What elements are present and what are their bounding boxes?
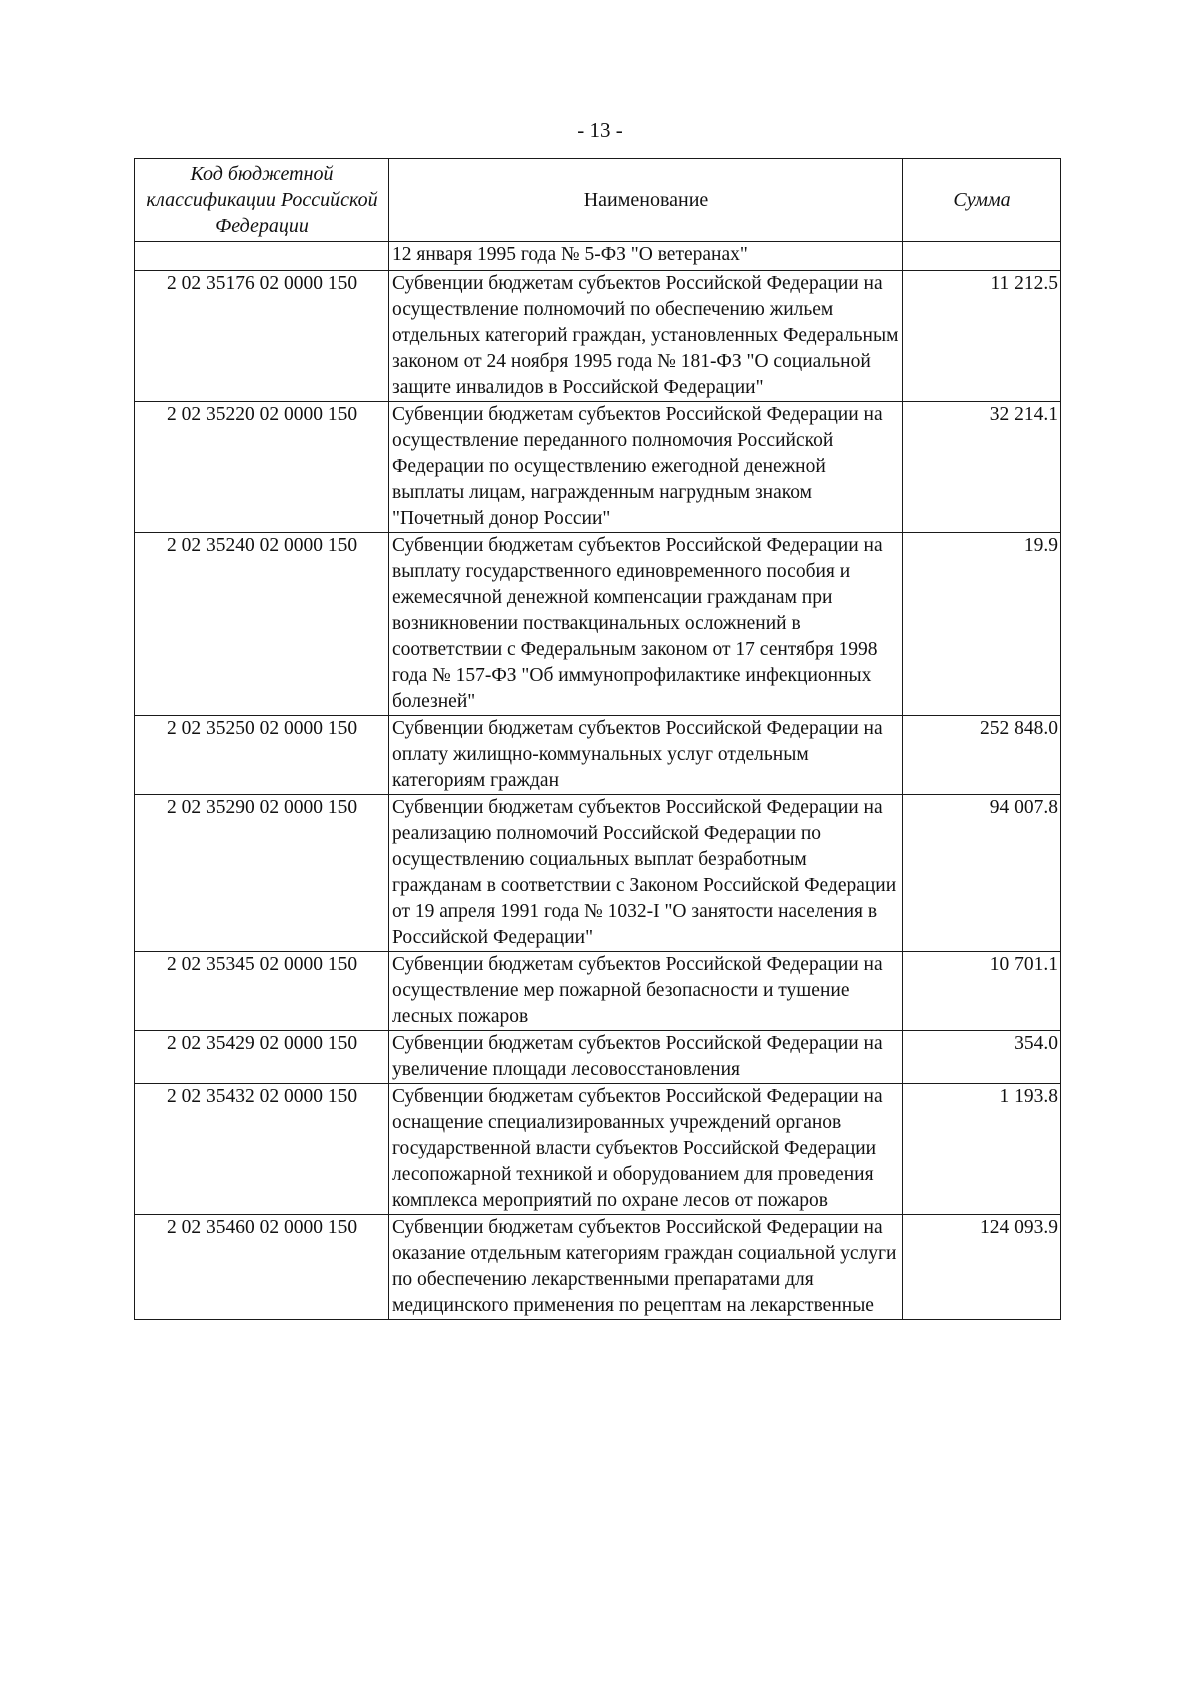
- cell-code: 2 02 35220 02 0000 150: [135, 402, 389, 533]
- table-row: [135, 533, 1061, 716]
- cell-name: Субвенции бюджетам субъектов Российской Федерации на увеличение площади лесовосстановления: [389, 1031, 903, 1084]
- table-row: [135, 952, 1061, 1031]
- cell-code: [135, 242, 389, 271]
- cell-code: 2 02 35429 02 0000 150: [135, 1031, 389, 1084]
- table-row: [135, 1215, 1061, 1320]
- cell-name: Субвенции бюджетам субъектов Российской Федерации на выплату государственного единовременного пособия и ежемесячной денежной компенсации гражданам при возникновении поствакцинальных осложнений в соответствии с Федеральным законом от 17 сентября 1998 года № 157-ФЗ "Об иммунопрофилактике инфекционных болезней": [389, 533, 903, 716]
- cell-name: Субвенции бюджетам субъектов Российской Федерации на оснащение специализированных учреждений органов государственной власти субъектов Российской Федерации лесопожарной техникой и оборудованием для проведения комплекса мероприятий по охране лесов от пожаров: [389, 1084, 903, 1215]
- cell-code: 2 02 35176 02 0000 150: [135, 271, 389, 402]
- table-row: [135, 402, 1061, 533]
- cell-name: Субвенции бюджетам субъектов Российской Федерации на оказание отдельным категориям граждан социальной услуги по обеспечению лекарственными препаратами для медицинского применения по рецептам на лекарственные: [389, 1215, 903, 1320]
- header-name: Наименование: [389, 159, 903, 242]
- cell-sum: 11 212.5: [903, 271, 1061, 402]
- table-row: [135, 795, 1061, 952]
- cell-code: 2 02 35460 02 0000 150: [135, 1215, 389, 1320]
- cell-code: 2 02 35345 02 0000 150: [135, 952, 389, 1031]
- table-row: [135, 271, 1061, 402]
- table-header-row: [135, 159, 1061, 242]
- cell-code: 2 02 35432 02 0000 150: [135, 1084, 389, 1215]
- cell-name: Субвенции бюджетам субъектов Российской Федерации на осуществление переданного полномочия Российской Федерации по осуществлению ежегодной денежной выплаты лицам, награжденным нагрудным знаком "Почетный донор России": [389, 402, 903, 533]
- table-row: [135, 1031, 1061, 1084]
- header-code: Код бюджетной классификации Российской Федерации: [135, 159, 389, 242]
- table-row: [135, 716, 1061, 795]
- cell-sum: 10 701.1: [903, 952, 1061, 1031]
- cell-code: 2 02 35250 02 0000 150: [135, 716, 389, 795]
- cell-sum: 354.0: [903, 1031, 1061, 1084]
- table-row: [135, 1084, 1061, 1215]
- cell-name: Субвенции бюджетам субъектов Российской Федерации на реализацию полномочий Российской Федерации по осуществлению социальных выплат безработным гражданам в соответствии с Законом Российской Федерации от 19 апреля 1991 года № 1032-I "О занятости населения в Российской Федерации": [389, 795, 903, 952]
- cell-sum: 19.9: [903, 533, 1061, 716]
- cell-code: 2 02 35290 02 0000 150: [135, 795, 389, 952]
- cell-sum: 124 093.9: [903, 1215, 1061, 1320]
- cell-name: Субвенции бюджетам субъектов Российской Федерации на оплату жилищно-коммунальных услуг отдельным категориям граждан: [389, 716, 903, 795]
- cell-name: Субвенции бюджетам субъектов Российской Федерации на осуществление полномочий по обеспечению жильем отдельных категорий граждан, установленных Федеральным законом от 24 ноября 1995 года № 181-ФЗ "О социальной защите инвалидов в Российской Федерации": [389, 271, 903, 402]
- page-number: - 13 -: [577, 118, 623, 142]
- cell-code: 2 02 35240 02 0000 150: [135, 533, 389, 716]
- budget-table: [134, 158, 1061, 1320]
- header-sum: Сумма: [903, 159, 1061, 242]
- cell-name: 12 января 1995 года № 5-ФЗ "О ветеранах": [389, 242, 903, 271]
- cell-sum: [903, 242, 1061, 271]
- cell-name: Субвенции бюджетам субъектов Российской Федерации на осуществление мер пожарной безопасности и тушение лесных пожаров: [389, 952, 903, 1031]
- continuation-row: [135, 242, 1061, 271]
- cell-sum: 94 007.8: [903, 795, 1061, 952]
- cell-sum: 32 214.1: [903, 402, 1061, 533]
- cell-sum: 1 193.8: [903, 1084, 1061, 1215]
- cell-sum: 252 848.0: [903, 716, 1061, 795]
